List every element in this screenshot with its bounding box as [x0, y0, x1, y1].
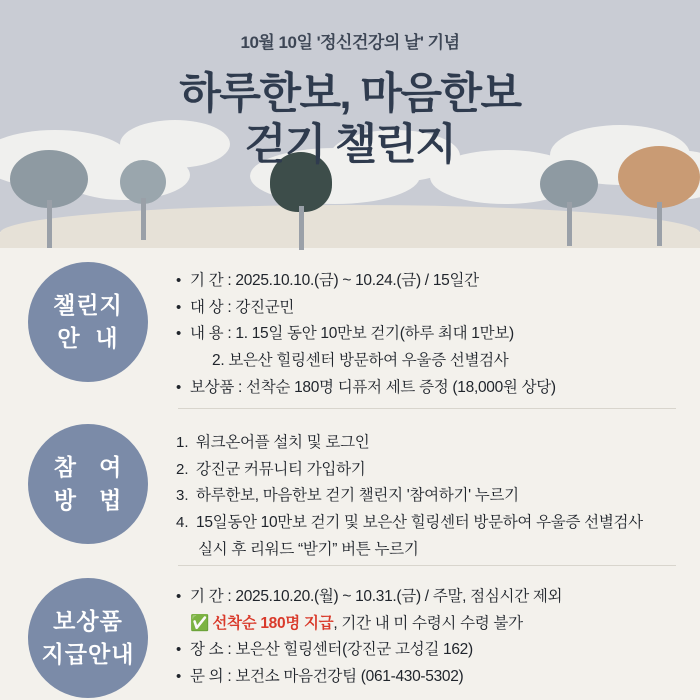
list-item [176, 457, 700, 484]
bullet-number: 2. [176, 460, 189, 478]
poster-header [0, 0, 700, 170]
badge-reward-info [28, 578, 148, 698]
bullet-icon: • [176, 378, 182, 396]
tree-trunk [47, 200, 52, 248]
section-challenge-info [0, 262, 700, 401]
list-item [176, 483, 700, 510]
bullet-number: 4. [176, 513, 189, 531]
badge-line-2: 안 내 [57, 325, 119, 351]
list-item [176, 584, 700, 611]
list-item [176, 348, 700, 375]
poster-title-line2: 걷기 챌린지 [244, 120, 456, 169]
list-item-text: , 기간 내 미 수령시 수령 불가 [333, 614, 523, 632]
list-item [176, 295, 700, 322]
list-item-text: 내 용 : 1. 15일 동안 10만보 걷기(하루 최대 1만보) [190, 325, 514, 343]
list-item [176, 664, 700, 691]
section-reward-info [0, 578, 700, 698]
divider-1 [178, 408, 676, 409]
list-item [176, 637, 700, 664]
poster-title-line1: 하루한보, 마음한보 [179, 70, 521, 118]
highlight-text: 선착순 180명 지급 [212, 614, 334, 632]
list-item [176, 268, 700, 295]
bullet-icon: • [176, 667, 182, 685]
badge-line-2: 방 법 [53, 487, 123, 513]
check-icon: ✅ [190, 614, 210, 632]
tree-trunk [299, 206, 304, 250]
badge-line-1: 챌린지 [53, 291, 123, 318]
badge-line-2: 지급안내 [41, 641, 135, 667]
content-reward-info [176, 584, 700, 691]
list-item-text: 기 간 : 2025.10.20.(월) ~ 10.31.(금) / 주말, 점심시간 제외 [190, 588, 563, 605]
tree-trunk [141, 198, 146, 240]
list-item [176, 430, 700, 457]
list-item [176, 375, 700, 402]
badge-challenge-info [28, 262, 148, 382]
list-item-text: 기 간 : 2025.10.10.(금) ~ 10.24.(금) / 15일간 [190, 272, 479, 289]
badge-line-1: 보상품 [53, 607, 123, 634]
badge-line-1: 참 여 [53, 453, 123, 480]
badge-how-to-participate [28, 424, 148, 544]
bullet-icon: • [176, 272, 182, 289]
list-item-text: 강진군 커뮤니티 가입하기 [196, 460, 366, 478]
list-item-highlight [176, 611, 700, 638]
bullet-number: 3. [176, 487, 189, 505]
list-item-text: 2. 보은산 힐링센터 방문하여 우울증 선별검사 [212, 351, 509, 369]
list-item-text: 15일동안 10만보 걷기 및 보은산 힐링센터 방문하여 우울증 선별검사 [196, 513, 643, 531]
list-item-text: 장 소 : 보은산 힐링센터(강진군 고성길 162) [190, 641, 473, 659]
content-how-to-participate [176, 430, 700, 563]
bullet-icon: • [176, 588, 182, 605]
list-item-text: 보상품 : 선착순 180명 디퓨저 세트 증정 (18,000원 상당) [190, 378, 556, 396]
divider-2 [178, 565, 676, 566]
bullet-icon: • [176, 641, 182, 659]
list-item-text: 대 상 : 강진군민 [190, 298, 295, 316]
tree-trunk [567, 202, 572, 246]
content-challenge-info [176, 268, 700, 401]
list-item-text: 워크온어플 설치 및 로그인 [196, 434, 370, 451]
section-how-to-participate [0, 424, 700, 563]
list-item-text: 하루한보, 마음한보 걷기 챌린지 '참여하기' 누르기 [196, 487, 519, 505]
bullet-number: 1. [176, 434, 189, 451]
list-item-text: 실시 후 리워드 “받기” 버튼 누르기 [198, 540, 419, 558]
bullet-icon: • [176, 325, 182, 343]
list-item [176, 321, 700, 348]
header-kicker: 10월 10일 '정신건강의 날' 기념 [240, 33, 460, 52]
list-item [176, 510, 700, 537]
list-item-text: 문 의 : 보건소 마음건강팀 (061-430-5302) [190, 667, 464, 685]
tree-trunk [657, 202, 662, 246]
bullet-icon: • [176, 298, 182, 316]
list-item [176, 537, 700, 564]
